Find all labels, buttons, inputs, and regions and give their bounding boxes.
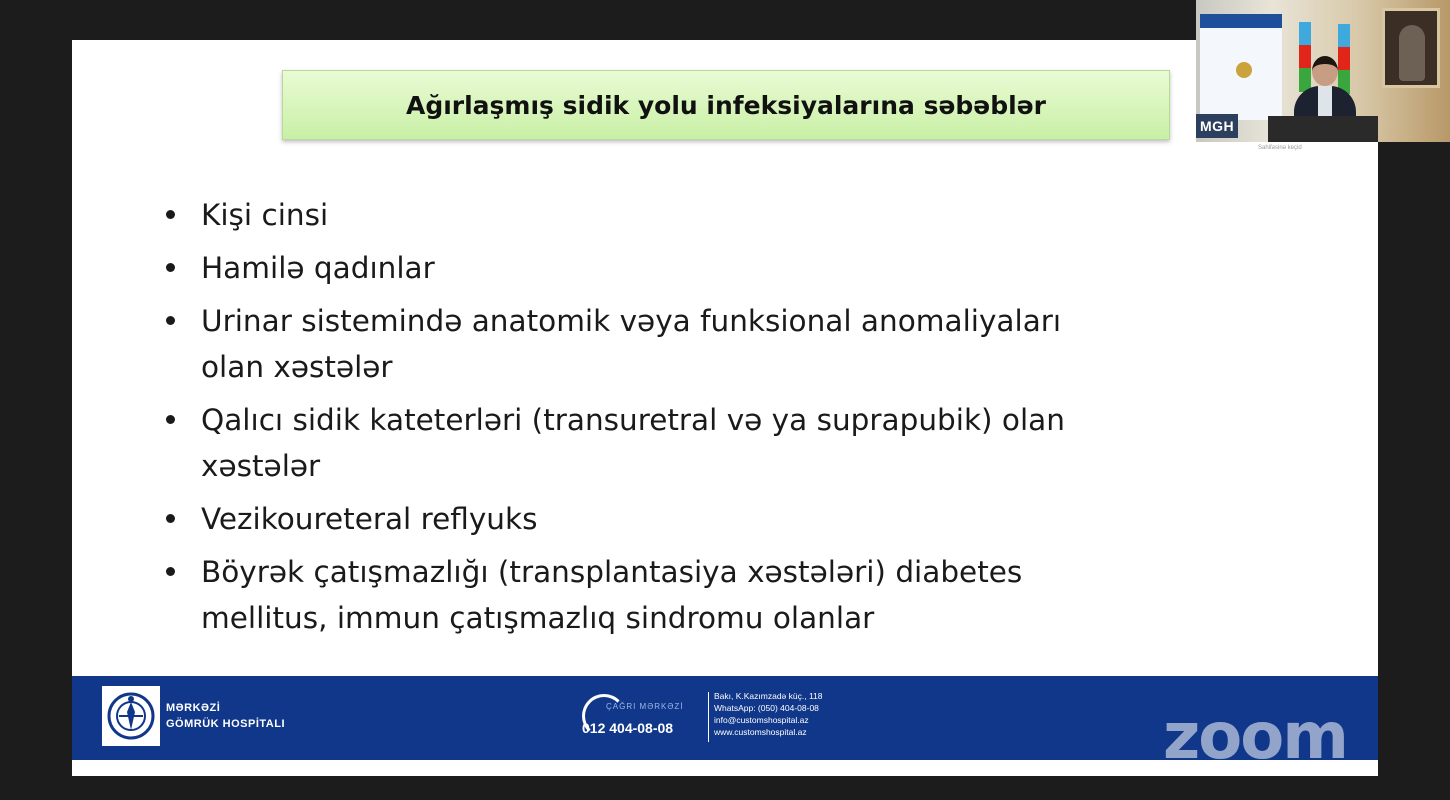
hospital-name-line2: GÖMRÜK HOSPİTALI [166,718,286,730]
speaker-shirt [1318,86,1332,116]
bullet-list [164,192,1264,648]
bullet-text: Böyrək çatışmazlığı (transplantasiya xəstələri) diabetes [201,555,1023,589]
speaker-head [1312,56,1338,86]
bullet-item [164,192,1264,238]
bullet-dot-icon [166,263,175,272]
call-center-label: ÇAĞRI MƏRKƏZİ [606,702,684,711]
bullet-dot-icon [166,316,175,325]
bullet-text: Urinar sistemində anatomik vəya funksional anomaliyaları [201,304,1062,338]
participant-video-thumbnail[interactable] [1196,0,1450,142]
wall-portrait [1382,8,1440,88]
bullet-item [164,496,1264,542]
bullet-item [164,298,1264,390]
zoom-watermark: zoom [1163,700,1347,774]
slide-title-box [282,70,1170,140]
contact-info [714,690,823,738]
banner-emblem-icon [1236,62,1252,78]
slide-title: Ağırlaşmış sidik yolu infeksiyalarına səbəblər [405,90,1047,120]
contact-whatsapp: WhatsApp: (050) 404-08-08 [714,703,819,713]
bullet-dot-icon [166,514,175,523]
shared-slide [72,40,1378,776]
bullet-dot-icon [166,567,175,576]
bullet-text-continued: xəstələr [201,449,321,483]
bullet-item [164,549,1264,641]
call-center [582,694,712,742]
contact-website: www.customshospital.az [714,727,807,737]
bullet-item [164,245,1264,291]
video-name-tag: MGH [1196,114,1238,138]
bullet-text: Vezikoureteral reflyuks [201,502,538,536]
bullet-text: Qalıcı sidik kateterləri (transuretral və ya suprapubik) olan [201,403,1065,437]
contact-divider [708,692,709,742]
bullet-text-continued: olan xəstələr [201,350,393,384]
bullet-dot-icon [166,210,175,219]
call-center-number: 012 404-08-08 [582,720,674,736]
contact-address: Bakı, K.Kazımzadə küç., 118 [714,691,823,701]
bullet-text-continued: mellitus, immun çatışmazlıq sindromu olanlar [201,601,875,635]
hospital-emblem-icon [106,690,156,742]
hospital-name-line1: MƏRKƏZİ [166,702,221,714]
contact-email: info@customshospital.az [714,715,809,725]
bullet-dot-icon [166,415,175,424]
desk [1268,116,1378,142]
banner-band [1200,14,1282,28]
hospital-logo [102,686,160,746]
bullet-text: Kişi cinsi [201,198,329,232]
video-caption: Sahifəsinə keçid [1258,145,1302,151]
bullet-item [164,397,1264,489]
backdrop-banner [1200,14,1282,120]
portrait-figure [1399,25,1425,81]
bullet-text: Hamilə qadınlar [201,251,435,285]
